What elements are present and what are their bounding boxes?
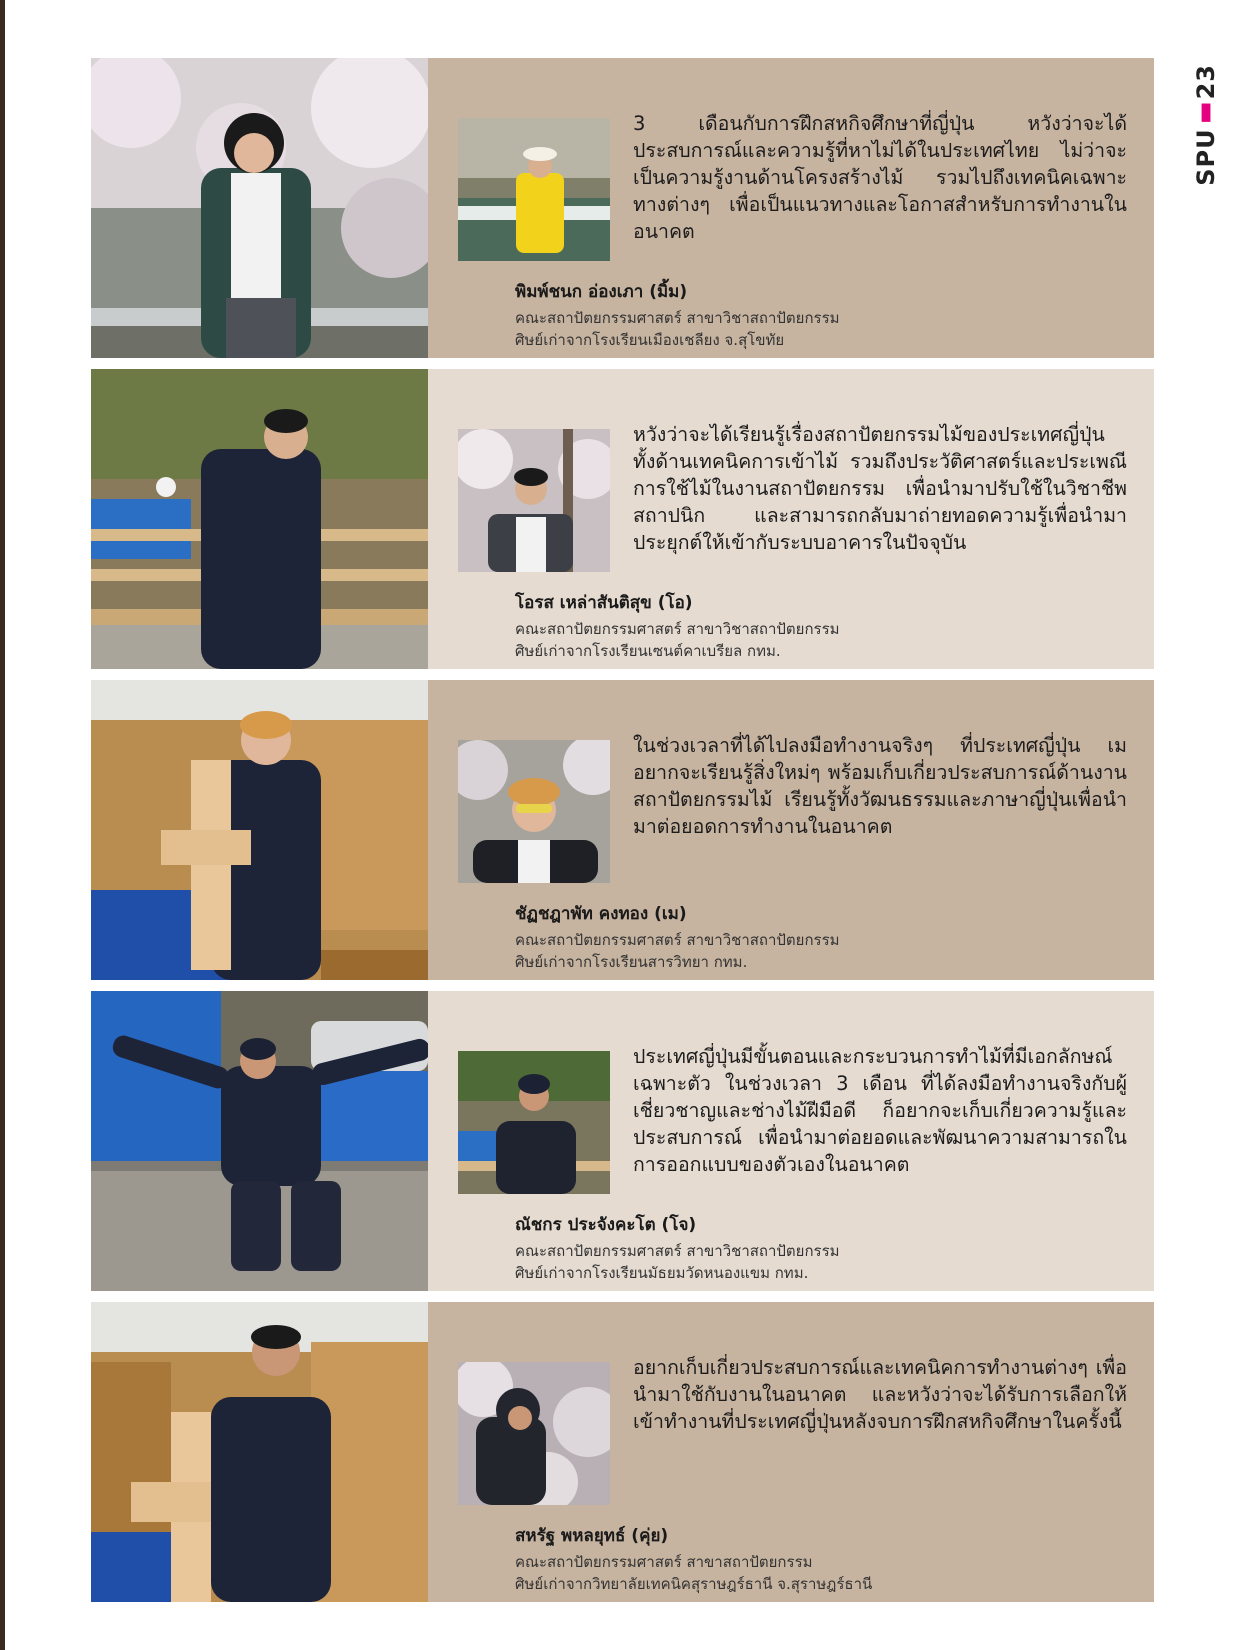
student-school: ศิษย์เก่าจากวิทยาลัยเทคนิคสุราษฎร์ธานี จ.สุราษฎร์ธานี bbox=[515, 1575, 873, 1593]
student-photo-small bbox=[458, 1362, 610, 1505]
student-name: สหรัฐ พหลยุทธ์ (คุ่ย) bbox=[515, 1526, 669, 1546]
student-quote: หวังว่าจะได้เรียนรู้เรื่องสถาปัตยกรรมไม้ของประเทศญี่ปุ่น ทั้งด้านเทคนิคการเข้าไม้ รวมถึงประวัติศาสตร์และประเพณีการใช้ไม้ในงานสถาปัตยกรรม เพื่อนำมาปรับใช้ในวิชาชีพสถาปนิก และสามารถกลับมาถ่ายทอดความรู้เพื่อนำมาประยุกต์ให้เข้ากับระบบอาคารในปัจจุบัน bbox=[633, 423, 1127, 554]
student-faculty: คณะสถาปัตยกรรมศาสตร์ สาขาสถาปัตยกรรม bbox=[515, 1553, 813, 1571]
text-panel bbox=[428, 991, 1154, 1291]
brand-text: SPU bbox=[1192, 128, 1220, 186]
student-quote: อยากเก็บเกี่ยวประสบการณ์และเทคนิคการทำงานต่างๆ เพื่อนำมาใช้กับงานในอนาคต และหวังว่าจะได้รับการเลือกให้เข้าทำงานที่ประเทศญี่ปุ่นหลังจบการฝึกสหกิจศึกษาในครั้งนี้ bbox=[633, 1356, 1127, 1433]
brand-mark: ▮ bbox=[1192, 99, 1220, 129]
student-school: ศิษย์เก่าจากโรงเรียนเมืองเชลียง จ.สุโขทัย bbox=[515, 331, 785, 349]
student-entry bbox=[91, 991, 1154, 1291]
student-photo-large bbox=[91, 58, 428, 358]
student-name: ณัชกร ประจังคะโต (โจ) bbox=[515, 1215, 697, 1235]
student-quote: ประเทศญี่ปุ่นมีขั้นตอนและกระบวนการทำไม้ที่มีเอกลักษณ์เฉพาะตัว ในช่วงเวลา 3 เดือน ที่ได้ลงมือทำงานจริงกับผู้เชี่ยวชาญและช่างไม้ฝีมือดี ก็อยากจะเก็บเกี่ยวความรู้และประสบการณ์ เพื่อนำมาต่อยอดและพัฒนาความสามารถในการออกแบบของตัวเองในอนาคต bbox=[633, 1045, 1127, 1176]
student-photo-small bbox=[458, 740, 610, 883]
student-name: โอรส เหล่าสันติสุข (โอ) bbox=[515, 593, 693, 613]
student-entry bbox=[91, 369, 1154, 669]
student-entry bbox=[91, 58, 1154, 358]
student-faculty: คณะสถาปัตยกรรมศาสตร์ สาขาวิชาสถาปัตยกรรม bbox=[515, 931, 840, 949]
student-quote: ในช่วงเวลาที่ได้ไปลงมือทำงานจริงๆ ที่ประเทศญี่ปุ่น เมอยากจะเรียนรู้สิ่งใหม่ๆ พร้อมเก็บเกี่ยวประสบการณ์ด้านงานสถาปัตยกรรมไม้ เรียนรู้ทั้งวัฒนธรรมและภาษาญี่ปุ่นเพื่อนำมาต่อยอดการทำงานในอนาคต bbox=[633, 734, 1127, 838]
student-photo-small bbox=[458, 118, 610, 261]
student-faculty: คณะสถาปัตยกรรมศาสตร์ สาขาวิชาสถาปัตยกรรม bbox=[515, 620, 840, 638]
student-faculty: คณะสถาปัตยกรรมศาสตร์ สาขาวิชาสถาปัตยกรรม bbox=[515, 309, 840, 327]
student-faculty: คณะสถาปัตยกรรมศาสตร์ สาขาวิชาสถาปัตยกรรม bbox=[515, 1242, 840, 1260]
magazine-brand bbox=[1192, 64, 1220, 186]
student-photo-small bbox=[458, 429, 610, 572]
student-school: ศิษย์เก่าจากโรงเรียนสารวิทยา กทม. bbox=[515, 953, 748, 971]
student-photo-large bbox=[91, 1302, 428, 1602]
student-quote: 3 เดือนกับการฝึกสหกิจศึกษาที่ญี่ปุ่น หวังว่าจะได้ประสบการณ์และความรู้ที่หาไม่ได้ในประเทศไทย ไม่ว่าจะเป็นความรู้งานด้านโครงสร้างไม้ รวมไปถึงเทคนิคเฉพาะทางต่างๆ เพื่อเป็นแนวทางและโอกาสสำหรับการทำงานในอนาคต bbox=[633, 112, 1127, 243]
student-photo-large bbox=[91, 991, 428, 1291]
student-photo-large bbox=[91, 369, 428, 669]
student-entry bbox=[91, 680, 1154, 980]
text-panel bbox=[428, 369, 1154, 669]
student-name: พิมพ์ชนก อ่องเภา (มิ้ม) bbox=[515, 282, 688, 302]
page-edge-strip bbox=[0, 0, 5, 1650]
student-school: ศิษย์เก่าจากโรงเรียนมัธยมวัดหนองแขม กทม. bbox=[515, 1264, 809, 1282]
text-panel bbox=[428, 1302, 1154, 1602]
student-name: ชัฏชฎาพัท คงทอง (เม) bbox=[515, 904, 687, 924]
student-entry bbox=[91, 1302, 1154, 1602]
issue-number: 23 bbox=[1192, 64, 1220, 100]
student-photo-large bbox=[91, 680, 428, 980]
student-school: ศิษย์เก่าจากโรงเรียนเซนต์คาเบรียล กทม. bbox=[515, 642, 781, 660]
student-photo-small bbox=[458, 1051, 610, 1194]
text-panel bbox=[428, 58, 1154, 358]
text-panel bbox=[428, 680, 1154, 980]
